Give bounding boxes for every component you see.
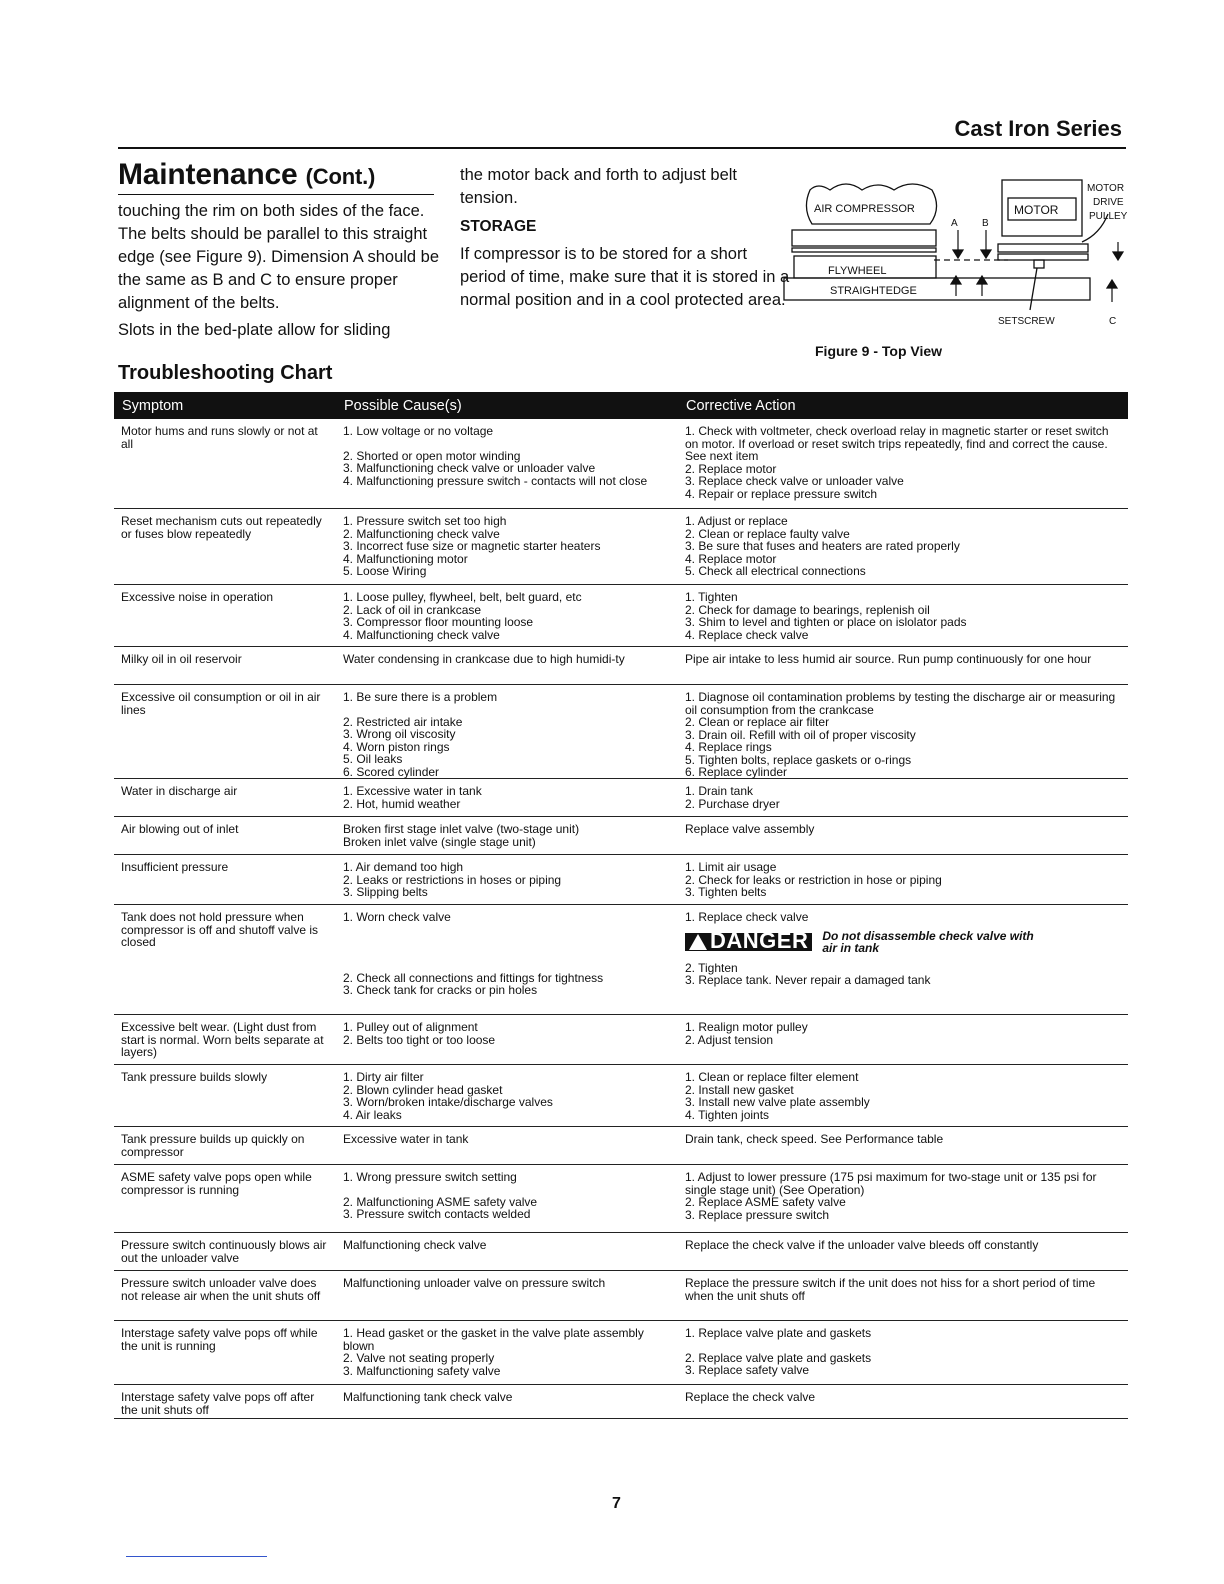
causes-cell — [336, 585, 678, 646]
causes-cell — [336, 855, 678, 904]
header-actions: Corrective Action — [686, 397, 796, 414]
cell-line: Malfunctioning check valve — [343, 1238, 487, 1252]
table-row — [114, 1233, 1128, 1271]
actions-cell — [678, 817, 1128, 854]
cell-line: 4. Malfunctioning motor — [343, 551, 468, 566]
cell-line: 2. Check all connections and fittings for tightness — [343, 970, 604, 985]
causes-cell — [336, 1015, 678, 1064]
table-row — [114, 779, 1128, 817]
danger-label: DANGER — [710, 928, 809, 954]
cell-line: 4. Malfunctioning check valve — [343, 627, 500, 642]
cell-line: Replace the pressure switch if the unit does not hiss for a short period of time when the unit shuts off — [685, 1276, 1096, 1303]
cell-line: 3. Wrong oil viscosity — [343, 727, 456, 741]
warning-triangle-icon — [689, 934, 707, 950]
actions-cell — [678, 509, 1128, 584]
cell-line: 1. Drain tank — [685, 784, 754, 798]
cell-line: 2. Blown cylinder head gasket — [343, 1082, 503, 1097]
danger-warning — [685, 930, 1122, 954]
storage-paragraph: If compressor is to be stored for a short period of time, make sure that it is stored in a normal position and in a cool protected area. — [460, 245, 790, 309]
actions-cell — [678, 1271, 1128, 1320]
cell-line: 6. Scored cylinder — [343, 764, 440, 779]
cell-line: 3. Replace safety valve — [685, 1363, 810, 1377]
section-title-text: Maintenance — [118, 158, 298, 191]
cell-line: 1. Diagnose oil contamination problems by testing the discharge air or measuring oil consumption from the crankcase — [685, 690, 1116, 717]
cell-line — [343, 704, 672, 716]
table-row — [114, 1015, 1128, 1065]
cell-line: 2. Belts too tight or too loose — [343, 1032, 496, 1047]
troubleshooting-title: Troubleshooting Chart — [118, 362, 333, 384]
symptom-cell: Pressure switch unloader valve does not release air when the unit shuts off — [121, 1276, 321, 1303]
cell-line: Water condensing in crankcase due to high humidi-ty — [343, 652, 625, 666]
causes-cell — [336, 905, 678, 1014]
table-row — [114, 1065, 1128, 1127]
cell-line: 4. Air leaks — [343, 1107, 402, 1122]
cell-line: 3. Malfunctioning check valve or unloader valve — [343, 461, 596, 475]
causes-cell — [336, 817, 678, 854]
table-row — [114, 509, 1128, 585]
cell-line — [343, 1184, 672, 1196]
symptom-cell: Tank does not hold pressure when compressor is off and shutoff valve is closed — [121, 910, 318, 949]
symptom-cell: Insufficient pressure — [121, 860, 229, 874]
label-motor-drive-pulley: DRIVE — [1093, 197, 1124, 208]
cell-line: 1. Loose pulley, flywheel, belt, belt guard, etc — [343, 590, 582, 604]
intro-column-2 — [460, 164, 790, 312]
cell-line — [343, 438, 672, 450]
cell-line: 1. Pulley out of alignment — [343, 1020, 478, 1034]
table-row — [114, 585, 1128, 647]
belt-alignment-diagram — [782, 172, 1142, 332]
cell-line: 3. Incorrect fuse size or magnetic starter heaters — [343, 539, 601, 553]
cell-line: 4. Replace motor — [685, 551, 777, 566]
cell-line: 2. Valve not seating properly — [343, 1351, 495, 1365]
cell-line: 2. Malfunctioning check valve — [343, 526, 500, 541]
cell-line: 2. Leaks or restrictions in hoses or piping — [343, 872, 562, 887]
table-row — [114, 419, 1128, 509]
actions-cell — [678, 1321, 1128, 1384]
header-causes: Possible Cause(s) — [344, 397, 462, 414]
cell-line: 3. Tighten belts — [685, 885, 767, 899]
causes-cell — [336, 1271, 678, 1320]
cell-line: 1. Replace check valve — [685, 910, 809, 924]
symptom-cell: Tank pressure builds slowly — [121, 1070, 268, 1084]
actions-cell — [678, 855, 1128, 904]
cell-line: 4. Replace check valve — [685, 627, 809, 642]
danger-badge — [685, 928, 812, 954]
cell-line: 3. Install new valve plate assembly — [685, 1095, 870, 1109]
cell-line: 1. Replace valve plate and gaskets — [685, 1326, 872, 1340]
label-motor: MOTOR — [1014, 203, 1059, 217]
troubleshooting-table — [114, 392, 1128, 1419]
causes-cell — [336, 419, 678, 508]
cell-line: 1. Realign motor pulley — [685, 1020, 808, 1034]
table-row — [114, 685, 1128, 779]
table-header — [114, 392, 1128, 419]
cell-line: Excessive water in tank — [343, 1132, 469, 1146]
cell-line: 2. Install new gasket — [685, 1082, 794, 1097]
actions-cell — [678, 779, 1128, 816]
causes-cell — [336, 647, 678, 684]
table-row — [114, 817, 1128, 855]
cell-line: 2. Clean or replace faulty valve — [685, 526, 850, 541]
cell-line: 4. Repair or replace pressure switch — [685, 486, 878, 501]
cell-line: 1. Pressure switch set too high — [343, 514, 507, 528]
table-row — [114, 1165, 1128, 1233]
cell-line: 1. Dirty air filter — [343, 1070, 424, 1084]
causes-cell — [336, 1385, 678, 1418]
table-row — [114, 855, 1128, 905]
cell-line: Replace the check valve — [685, 1390, 816, 1404]
symptom-cell: ASME safety valve pops open while compressor is running — [121, 1170, 312, 1197]
causes-cell — [336, 779, 678, 816]
symptom-cell: Excessive belt wear. (Light dust from start is normal. Worn belts separate at layers) — [121, 1020, 324, 1059]
cell-line: Replace valve assembly — [685, 822, 815, 836]
cell-line: 3. Drain oil. Refill with oil of proper viscosity — [685, 727, 916, 742]
cell-line: 2. Restricted air intake — [343, 714, 463, 729]
cell-line: 1. Check with voltmeter, check overload relay in magnetic starter or reset switch on motor. If overload or reset switch trips repeatedly, find and correct the cause. See next item — [685, 424, 1109, 463]
symptom-cell: Interstage safety valve pops off after the unit shuts off — [121, 1390, 315, 1417]
actions-cell — [678, 1233, 1128, 1270]
label-dimension-c: C — [1109, 316, 1117, 327]
causes-cell — [336, 1127, 678, 1164]
label-dimension-b: B — [982, 218, 989, 229]
intro-paragraph: touching the rim on both sides of the face. The belts should be parallel to this straight edge (see Figure 9). Dimension A should be the same as B and C to ensure proper alignment of the belts. — [118, 202, 440, 312]
symptom-cell: Motor hums and runs slowly or not at all — [121, 424, 318, 451]
cell-line: 1. Low voltage or no voltage — [343, 424, 494, 438]
page-number: 7 — [612, 1495, 621, 1512]
cell-line: 4. Replace rings — [685, 740, 772, 754]
cell-line: 1. Air demand too high — [343, 860, 464, 874]
symptom-cell: Tank pressure builds up quickly on compressor — [121, 1132, 305, 1159]
cell-line: 1. Wrong pressure switch setting — [343, 1170, 517, 1184]
cell-line: 2. Replace motor — [685, 461, 777, 476]
causes-cell — [336, 1065, 678, 1126]
table-body — [114, 419, 1128, 1419]
cell-line: 2. Replace valve plate and gaskets — [685, 1350, 872, 1365]
cell-line: 2. Replace ASME safety valve — [685, 1195, 846, 1209]
cell-line: 2. Check for damage to bearings, replenish oil — [685, 602, 930, 617]
table-row — [114, 1127, 1128, 1165]
cell-line: 2. Check for leaks or restriction in hose or piping — [685, 872, 942, 887]
causes-cell — [336, 1233, 678, 1270]
cell-line: 5. Tighten bolts, replace gaskets or o-rings — [685, 752, 912, 767]
figure-caption: Figure 9 - Top View — [815, 343, 943, 359]
table-row — [114, 1385, 1128, 1419]
cell-line: Replace the check valve if the unloader valve bleeds off constantly — [685, 1238, 1039, 1252]
cell-line: 2. Tighten — [685, 960, 738, 975]
cell-line: Malfunctioning tank check valve — [343, 1390, 513, 1404]
cell-line: 1. Excessive water in tank — [343, 784, 482, 798]
cell-line: 5. Oil leaks — [343, 752, 403, 766]
symptom-cell: Pressure switch continuously blows air out the unloader valve — [121, 1238, 327, 1265]
cell-line: 2. Shorted or open motor winding — [343, 448, 521, 463]
cell-line: 1. Adjust to lower pressure (175 psi maximum for two-stage unit or 135 psi for single stage unit) (See Operation) — [685, 1170, 1097, 1197]
symptom-cell: Water in discharge air — [121, 784, 238, 798]
cell-line: 3. Shim to level and tighten or place on islolator pads — [685, 615, 967, 629]
cell-line: 1. Be sure there is a problem — [343, 690, 498, 704]
intro-column-1 — [118, 200, 448, 346]
danger-text: Do not disassemble check valve with air in tank — [822, 928, 1034, 955]
cell-line: 5. Check all electrical connections — [685, 564, 866, 578]
storage-heading: STORAGE — [460, 218, 537, 235]
actions-cell — [678, 1065, 1128, 1126]
flywheel-shape — [792, 230, 936, 246]
intro-paragraph: Slots in the bed-plate allow for sliding — [118, 321, 391, 339]
causes-cell — [336, 1165, 678, 1232]
title-underline — [118, 194, 434, 195]
cell-line: 2. Clean or replace air filter — [685, 715, 830, 729]
cell-line: 3. Be sure that fuses and heaters are rated properly — [685, 539, 960, 553]
cell-line: Drain tank, check speed. See Performance table — [685, 1132, 944, 1146]
cell-line: Broken first stage inlet valve (two-stage unit) — [343, 822, 580, 836]
cell-line: 2. Lack of oil in crankcase — [343, 602, 482, 617]
intro-paragraph: the motor back and forth to adjust belt tension. — [460, 166, 737, 207]
cell-spacer — [343, 924, 672, 972]
cell-line: 1. Head gasket or the gasket in the valve plate assembly blown — [343, 1326, 644, 1353]
table-row — [114, 905, 1128, 1015]
symptom-cell: Excessive oil consumption or oil in air lines — [121, 690, 321, 717]
actions-cell — [678, 685, 1128, 778]
symptom-cell: Reset mechanism cuts out repeatedly or fuses blow repeatedly — [121, 514, 322, 541]
actions-cell — [678, 1127, 1128, 1164]
cell-line: 3. Malfunctioning safety valve — [343, 1363, 501, 1378]
cell-line: Pipe air intake to less humid air source. Run pump continuously for one hour — [685, 652, 1092, 666]
cell-line: 2. Purchase dryer — [685, 796, 780, 811]
cell-line — [685, 1340, 1122, 1352]
cell-line: 1. Limit air usage — [685, 860, 777, 874]
cell-line: 3. Replace tank. Never repair a damaged tank — [685, 973, 931, 987]
cell-line: 3. Check tank for cracks or pin holes — [343, 983, 538, 997]
causes-cell — [336, 509, 678, 584]
cell-line: 4. Tighten joints — [685, 1107, 770, 1122]
cell-line: 1. Worn check valve — [343, 910, 451, 924]
cell-line: 1. Tighten — [685, 590, 738, 604]
cell-line: 3. Replace check valve or unloader valve — [685, 474, 904, 488]
causes-cell — [336, 1321, 678, 1384]
table-row — [114, 1271, 1128, 1321]
label-motor-drive-pulley: PULLEY — [1089, 211, 1128, 222]
label-setscrew: SETSCREW — [998, 316, 1055, 327]
label-air-compressor: AIR COMPRESSOR — [814, 203, 915, 215]
label-motor-drive-pulley: MOTOR — [1087, 183, 1125, 194]
actions-cell — [678, 585, 1128, 646]
section-title — [118, 158, 375, 192]
actions-cell — [678, 1015, 1128, 1064]
actions-cell — [678, 1385, 1128, 1418]
header-symptom: Symptom — [122, 397, 184, 414]
cell-line: 3. Pressure switch contacts welded — [343, 1207, 531, 1221]
causes-cell — [336, 685, 678, 778]
cell-line: 1. Adjust or replace — [685, 514, 788, 528]
table-row — [114, 647, 1128, 685]
cell-line: Malfunctioning unloader valve on pressure switch — [343, 1276, 606, 1290]
symptom-cell: Excessive noise in operation — [121, 590, 274, 604]
cell-line: Broken inlet valve (single stage unit) — [343, 834, 536, 849]
cell-line: 6. Replace cylinder — [685, 765, 788, 779]
actions-cell — [678, 647, 1128, 684]
table-row — [114, 1321, 1128, 1385]
cell-line: 3. Worn/broken intake/discharge valves — [343, 1095, 553, 1109]
label-dimension-a: A — [951, 218, 958, 229]
cell-line: 2. Hot, humid weather — [343, 796, 461, 811]
symptom-cell: Interstage safety valve pops off while the unit is running — [121, 1326, 318, 1353]
symptom-cell: Milky oil in oil reservoir — [121, 652, 242, 666]
cell-line: 2. Adjust tension — [685, 1032, 774, 1047]
section-title-suffix: (Cont.) — [305, 164, 376, 189]
header-rule — [118, 147, 1126, 149]
cell-line: 4. Worn piston rings — [343, 739, 450, 754]
actions-cell — [678, 1165, 1128, 1232]
cell-line: 2. Malfunctioning ASME safety valve — [343, 1194, 538, 1209]
cell-line: 3. Compressor floor mounting loose — [343, 615, 534, 629]
series-title: Cast Iron Series — [954, 116, 1122, 141]
footer-link-line — [126, 1556, 267, 1557]
cell-line: 1. Clean or replace filter element — [685, 1070, 859, 1084]
label-flywheel: FLYWHEEL — [828, 265, 887, 277]
cell-line: 5. Loose Wiring — [343, 564, 427, 578]
actions-cell — [678, 905, 1128, 1014]
cell-line: 3. Replace pressure switch — [685, 1207, 830, 1222]
symptom-cell: Air blowing out of inlet — [121, 822, 239, 836]
actions-cell — [678, 419, 1128, 508]
cell-line: 3. Slipping belts — [343, 885, 428, 899]
label-straightedge: STRAIGHTEDGE — [830, 285, 917, 297]
cell-line: 4. Malfunctioning pressure switch - contacts will not close — [343, 473, 648, 488]
